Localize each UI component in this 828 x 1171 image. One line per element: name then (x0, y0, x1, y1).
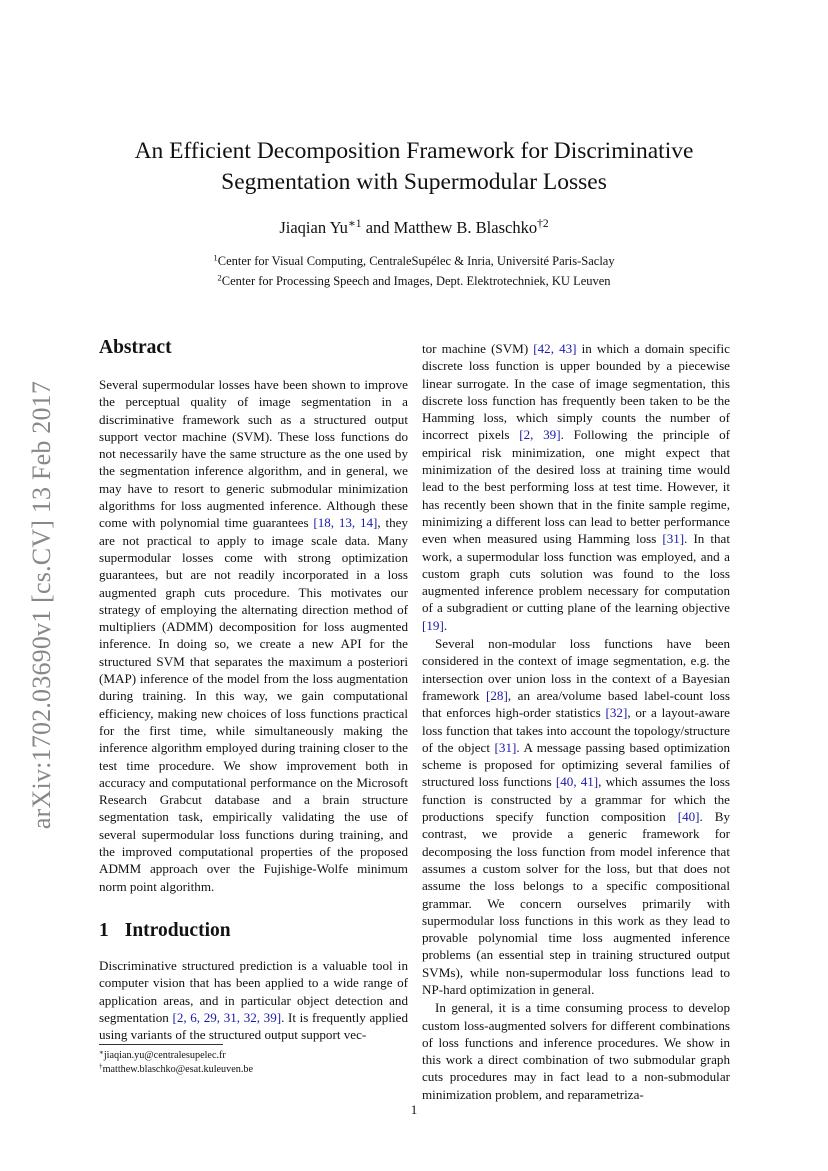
body-text: , which assumes the loss function is constructed by a grammar for which the productions specify function composition (422, 774, 730, 825)
intro-paragraph (99, 957, 408, 1043)
citation-link[interactable]: [2, 39] (519, 427, 561, 443)
arxiv-identifier (22, 360, 62, 850)
footnote-1-email: jiaqian.yu@centralesupelec.fr (103, 1050, 226, 1061)
citation-link[interactable]: [18, 13, 14] (313, 515, 378, 531)
citation-link[interactable]: [42, 43] (533, 341, 577, 356)
citation-link[interactable]: [32] (605, 705, 628, 721)
affiliation-2 (100, 274, 728, 289)
footnote-2-mark: † (99, 1061, 103, 1070)
abstract-heading: Abstract (99, 337, 172, 358)
section-title: Introduction (124, 919, 231, 941)
affiliation-2-text: Center for Processing Speech and Images, Dept. Elektrotechniek, KU Leuven (221, 274, 611, 288)
abstract-paragraph (99, 376, 408, 895)
page-number: 1 (410, 1102, 418, 1117)
citation-link[interactable]: [28] (486, 687, 508, 703)
introduction-heading (99, 919, 408, 943)
body-text: . A message passing based optimization scheme is proposed for optimizing several families of structured loss functions (422, 739, 730, 790)
author-2: Matthew B. Blaschko (393, 218, 538, 237)
body-text: , an area/volume based label-count loss that enforces high-order statistics (422, 687, 731, 721)
author-1: Jiaqian Yu (279, 218, 348, 237)
body-text: Several non-modular loss functions have been considered in the context of image segmentation, e.g. the intersection over union loss in the context of a Bayesian framework (422, 636, 730, 703)
intro-text-b: . It is frequently applied using variants of the structured output support vec- (99, 1009, 408, 1043)
author-conjunction: and (361, 218, 394, 237)
body-text: tor machine (SVM) (422, 341, 534, 356)
paper-title (100, 136, 728, 198)
affiliation-2-mark: 2 (217, 272, 222, 283)
abstract-text-a: Several supermodular losses have been shown to improve the perceptual quality of image segmentation in a discriminative framework such as a structured output support vector machine (SVM). These loss functions do not necessarily have the same structure as the one used by the segmentation inference algorithm, and in general, we may have to resort to generic submodular minimization algorithms for loss augmented inference. Although these come with polynomial time guarantees (99, 377, 408, 531)
footnote-2-email: matthew.blaschko@esat.kuleuven.be (102, 1063, 254, 1075)
footnote-1 (99, 1049, 408, 1063)
arxiv-id-text: arXiv:1702.03690v1 [cs.CV] 13 Feb 2017 (27, 380, 56, 830)
title-line-2: Segmentation with Supermodular Losses (221, 169, 607, 195)
footnote-1-mark: ∗ (99, 1048, 104, 1057)
citation-link[interactable]: [2, 6, 29, 31, 32, 39] (172, 1009, 282, 1025)
author-list (100, 218, 728, 238)
citation-link[interactable]: [40, 41] (555, 774, 599, 790)
body-text: in which a domain specific discrete loss function is upper bounded by a piecewise linear surrogate. In the case of image segmentation, this discrete loss function has frequently been taken to be the Hamming loss, which simply counts the number of incorrect pixels (422, 341, 730, 443)
nonmodular-paragraph (422, 635, 730, 998)
affiliation-1-text: Center for Visual Computing, CentraleSupélec & Inria, Université Paris-Saclay (217, 254, 615, 268)
citation-link[interactable]: [31] (662, 531, 685, 547)
right-column (422, 340, 730, 1103)
author-1-mark: ∗1 (347, 218, 362, 231)
body-text: . (443, 617, 448, 633)
left-column (99, 336, 408, 1043)
custom-solver-paragraph: In general, it is a time consuming process to develop custom loss-augmented solvers for different combinations of loss functions and inference procedures. We show in this work a direct combination of two submodular graph cuts procedures may in fact lead to a non-submodular minimization problem, and reparametriza- (422, 1000, 730, 1102)
section-number: 1 (99, 919, 109, 941)
body-text: . In that work, a supermodular loss function was employed, and a custom graph cuts solution was found to the loss augmented inference problem necessary for computation of a subgradient or cutting plane of the learning objective (422, 531, 730, 616)
body-text: . By contrast, we provide a generic framework for decomposing the loss function from model inference that assumes a custom solver for the loss, but that does not assume the loss belongs to a specific compositional grammar. We concern ourselves primarily with supermodular loss functions in this work as they lead to provable polynomial time loss augmented inference problems (an essential step in training structured output SVMs), while non-supermodular loss functions lead to NP-hard optimization in general. (422, 809, 731, 997)
footnote-rule (99, 1044, 223, 1045)
body-text: , or a layout-aware loss function that takes into account the topology/structure of the object (422, 705, 730, 755)
footnote-2 (99, 1063, 408, 1077)
affiliation-1 (100, 254, 728, 269)
footnotes (99, 1044, 408, 1076)
intro-text-a: Discriminative structured prediction is a valuable tool in computer vision that has been applied to a wide range of application areas, and in particular object detection and segmentation (99, 957, 408, 1025)
body-text: . Following the principle of empirical risk minimization, one might expect that minimization of the desired loss at training time would lead to the best performing loss at test time. However, it has recently been shown that in the finite sample regime, minimizing a different loss can lead to better performance even when measured using Hamming loss (422, 427, 730, 547)
citation-link[interactable]: [19] (422, 617, 444, 633)
author-2-mark: †2 (537, 218, 549, 231)
intro-paragraph-cont (422, 340, 730, 634)
abstract-text-b: , they are not practical to apply to image scale data. Many supermodular losses come with strong optimization guarantees, but are not readily incorporated in a loss augmented graph cuts procedure. This motivates our strategy of employing the alternating direction method of multipliers (ADMM) decomposition for loss augmented inference. In doing so, we create a new API for the structured SVM that separates the maximum a posteriori (MAP) inference of the model from the loss augmentation during training. In this way, we gain computational efficiency, making new choices of loss functions practical for the first time, while simultaneously making the inference algorithm employed during training closer to the test time procedure. We show improvement both in accuracy and computational performance on the Microsoft Research Grabcut database and a brain structure segmentation task, empirically validating the use of several supermodular loss functions during training, and the improved computational properties of the proposed ADMM approach over the Fujishige-Wolfe minimum norm point algorithm. (99, 515, 408, 894)
citation-link[interactable]: [40] (677, 809, 700, 825)
title-line-1: An Efficient Decomposition Framework for Discriminative (134, 138, 694, 164)
affiliation-1-mark: 1 (213, 252, 218, 263)
citation-link[interactable]: [31] (494, 739, 517, 755)
